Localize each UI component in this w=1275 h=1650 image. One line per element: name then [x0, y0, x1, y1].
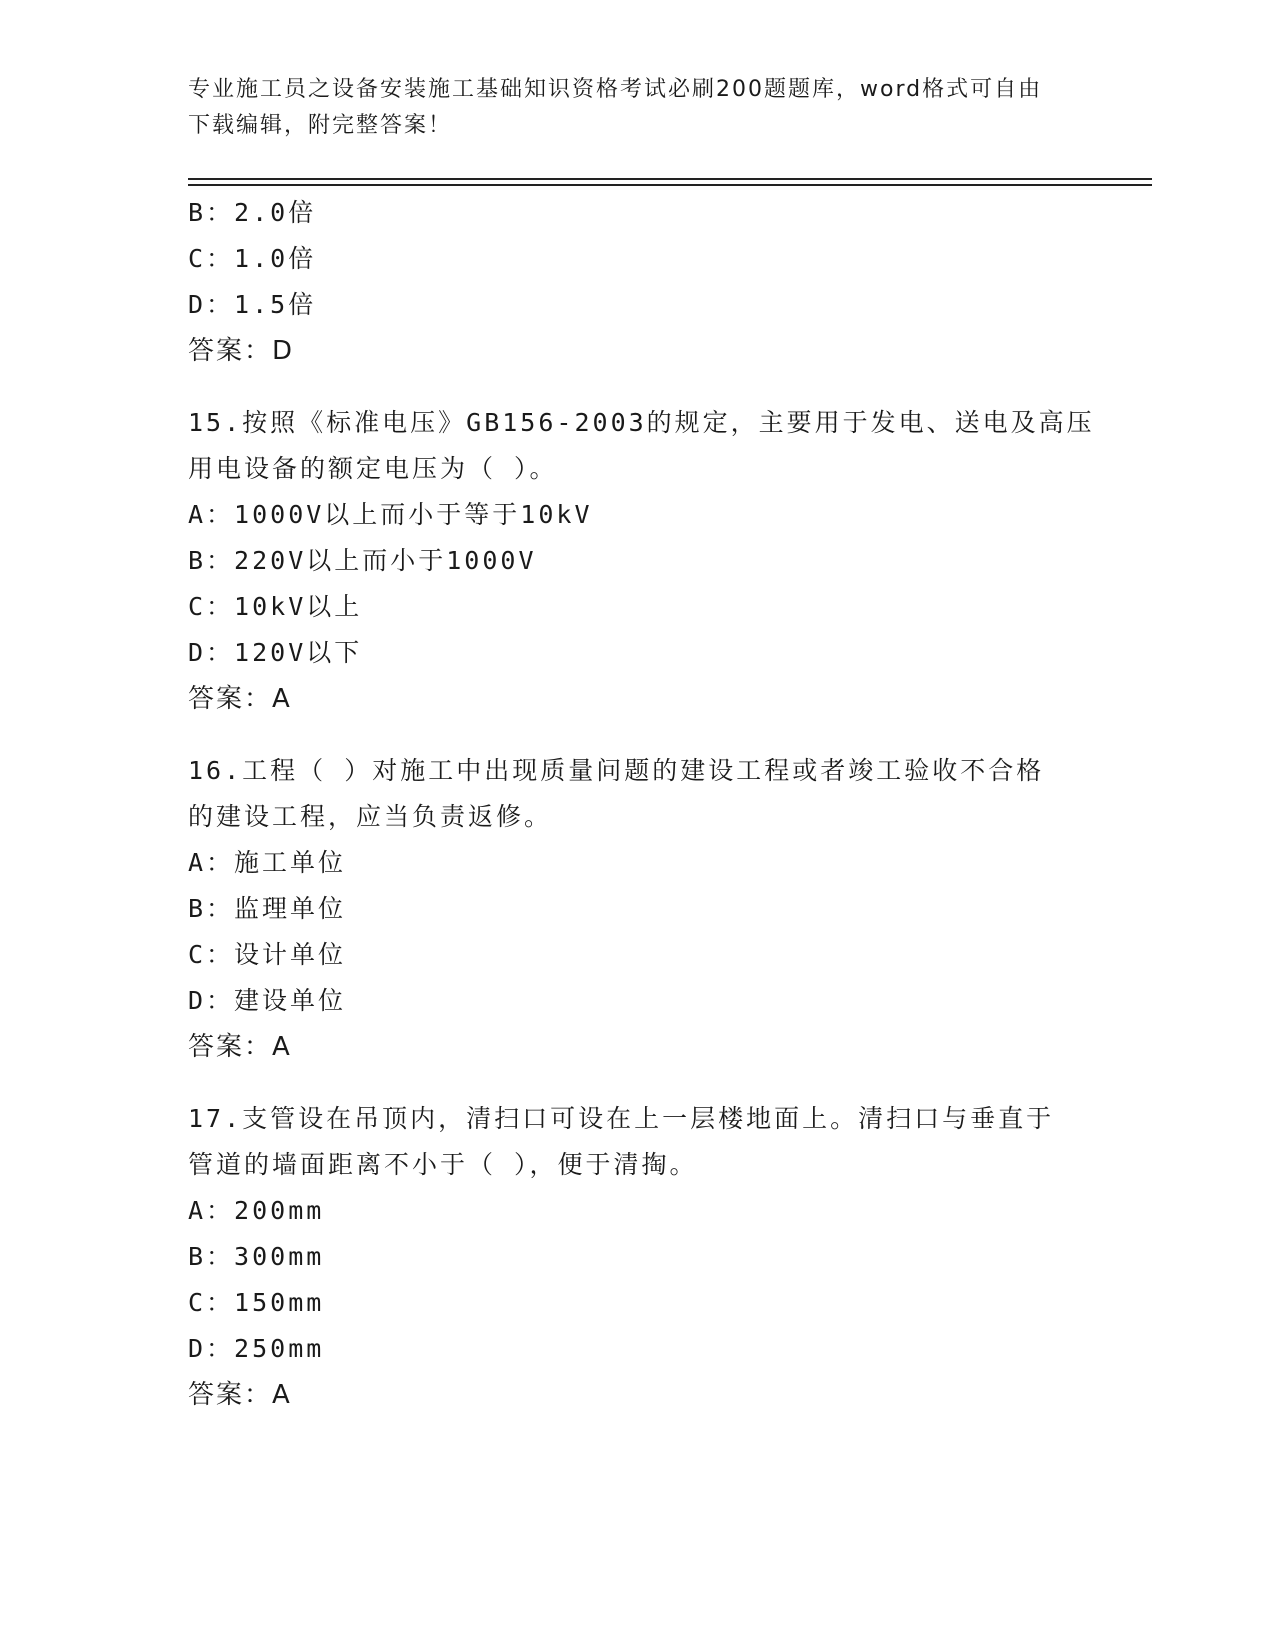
- option-b: B：2.0倍: [188, 198, 317, 227]
- answer: 答案：A: [188, 684, 292, 714]
- question-list: [188, 190, 1095, 1418]
- document-header: [188, 72, 1068, 144]
- question-14-continued: [188, 190, 1088, 374]
- question-text-line-2: 的建设工程，应当负责返修。: [188, 802, 553, 831]
- header-divider-bottom: [188, 184, 1152, 186]
- option-d: D：120V以下: [188, 638, 363, 667]
- question-text-line-2: 管道的墙面距离不小于（ ），便于清掏。: [188, 1150, 698, 1179]
- option-b: B：300mm: [188, 1242, 325, 1271]
- option-a: A：施工单位: [188, 848, 347, 877]
- option-c: C：设计单位: [188, 940, 347, 969]
- question-16: [188, 748, 1088, 1070]
- option-d: D：1.5倍: [188, 290, 317, 319]
- question-text-line-1: 16.工程（ ）对施工中出现质量问题的建设工程或者竣工验收不合格: [188, 756, 1045, 785]
- question-text-line-1: 15.按照《标准电压》GB156-2003的规定，主要用于发电、送电及高压: [188, 408, 1095, 437]
- answer: 答案：A: [188, 1380, 292, 1410]
- answer: 答案：A: [188, 1032, 292, 1062]
- option-c: C：10kV以上: [188, 592, 363, 621]
- option-c: C：1.0倍: [188, 244, 317, 273]
- option-a: A：200mm: [188, 1196, 325, 1225]
- question-text-line-2: 用电设备的额定电压为（ ）。: [188, 454, 558, 483]
- header-line-1: 专业施工员之设备安装施工基础知识资格考试必刷200题题库，word格式可自由: [188, 77, 1043, 102]
- header-divider-top: [188, 178, 1152, 180]
- answer: 答案：D: [188, 336, 295, 366]
- option-a: A：1000V以上而小于等于10kV: [188, 500, 593, 529]
- question-text-line-1: 17.支管设在吊顶内，清扫口可设在上一层楼地面上。清扫口与垂直于: [188, 1104, 1055, 1133]
- question-15: [188, 400, 1095, 722]
- question-17: [188, 1096, 1088, 1418]
- header-line-2: 下载编辑，附完整答案！: [188, 113, 453, 138]
- option-c: C：150mm: [188, 1288, 325, 1317]
- option-d: D：250mm: [188, 1334, 325, 1363]
- option-b: B：220V以上而小于1000V: [188, 546, 537, 575]
- option-d: D：建设单位: [188, 986, 347, 1015]
- option-b: B：监理单位: [188, 894, 347, 923]
